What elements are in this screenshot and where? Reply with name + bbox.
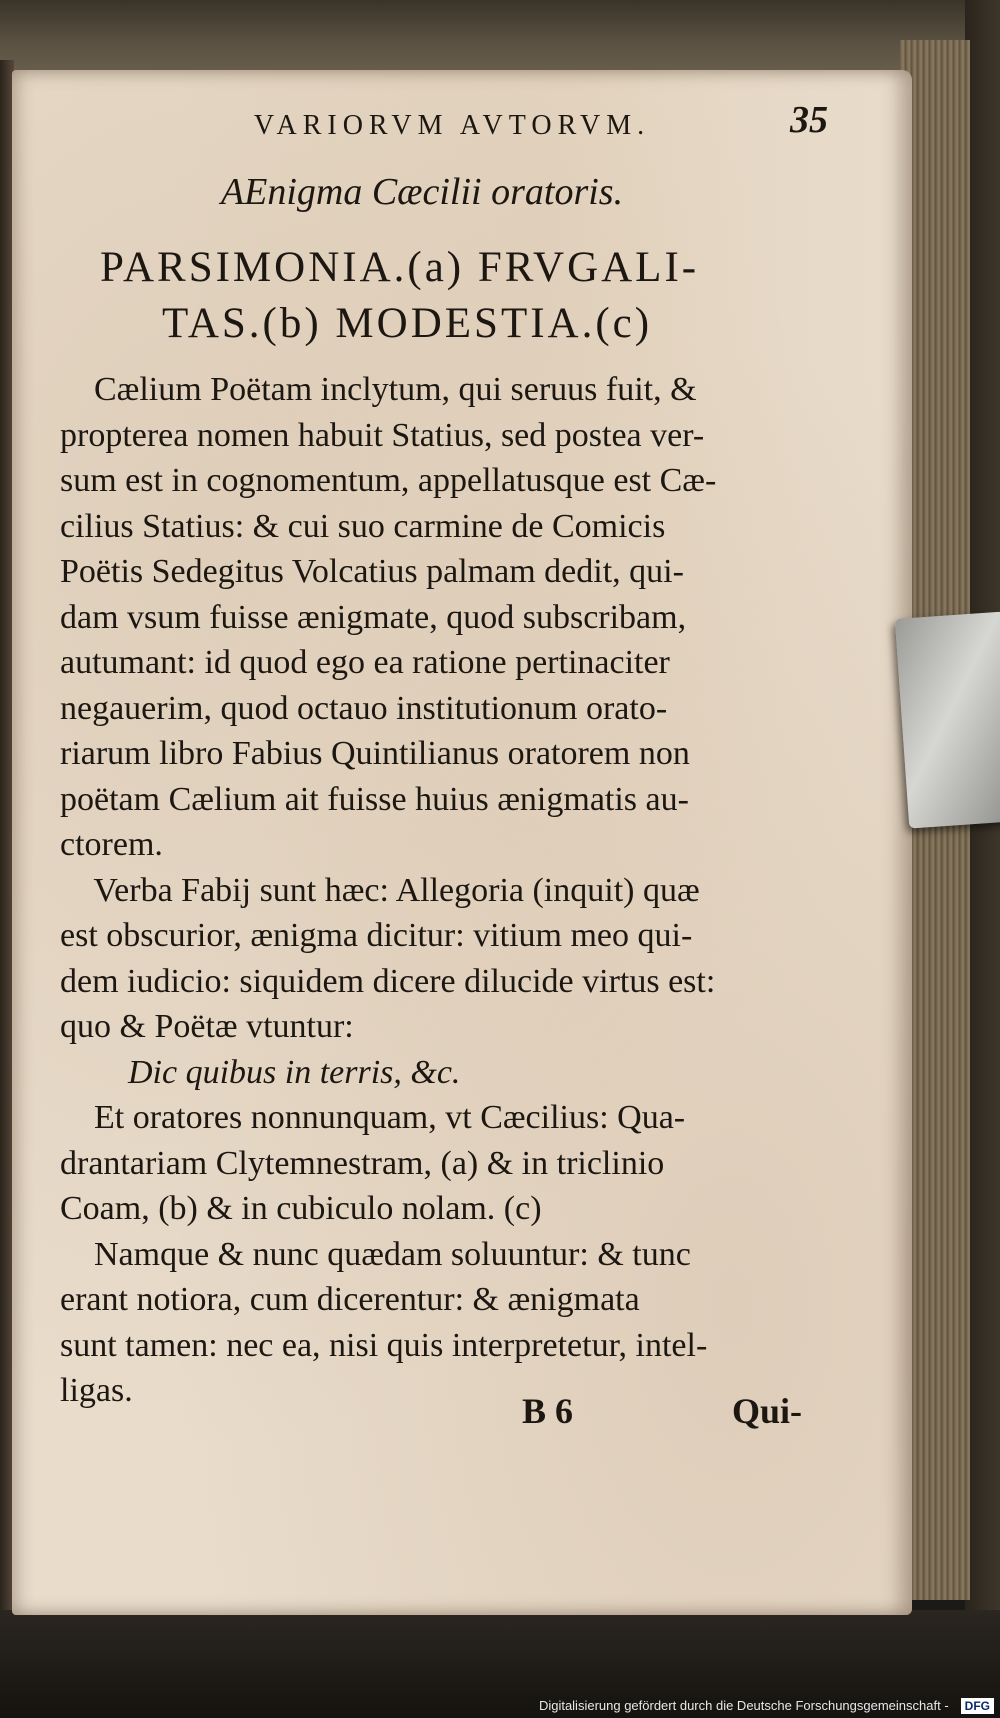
body-line: autumant: id quod ego ea ratione pertinaciter — [60, 644, 670, 681]
body-line: Et oratores nonnunquam, vt Cæcilius: Qua- — [60, 1099, 686, 1136]
body-line: est obscurior, ænigma dicitur: vitium meo qui- — [60, 917, 693, 954]
body-line: cilius Statius: & cui suo carmine de Comicis — [60, 507, 666, 545]
running-head: VARIORVM AVTORVM. — [253, 110, 651, 141]
page-number: 35 — [790, 99, 828, 141]
heading-line-2: TAS.(b) MODESTIA.(c) — [162, 300, 653, 347]
body-line: ctorem. — [60, 826, 163, 863]
book-spine — [965, 0, 1000, 1718]
catchword: Qui- — [732, 1391, 803, 1431]
body-line: Coam, (b) & in cubiculo nolam. (c) — [60, 1190, 542, 1227]
body-line: Verba Fabij sunt hæc: Allegoria (inquit) quæ — [60, 871, 700, 909]
book-top-edge — [0, 0, 1000, 78]
body-line: Dic quibus in terris, &c. — [60, 1053, 461, 1091]
book-page — [12, 70, 912, 1615]
body-line: Cælium Poëtam inclytum, qui seruus fuit, & — [60, 371, 697, 408]
signature-mark: B 6 — [522, 1391, 574, 1431]
body-line: quo & Poëtæ vtuntur: — [60, 1008, 354, 1045]
heading-line-1: PARSIMONIA.(a) FRVGALI- — [100, 244, 700, 291]
body-line: propterea nomen habuit Statius, sed postea ver- — [60, 416, 705, 454]
footer-text: Digitalisierung gefördert durch die Deutsche Forschungsgemeinschaft - — [538, 1698, 949, 1713]
body-line: riarum libro Fabius Quintilianus oratorem non — [60, 735, 690, 772]
subtitle: AEnigma Cæcilii oratoris. — [220, 171, 624, 213]
page-clip — [895, 611, 1000, 828]
body-line: sunt tamen: nec ea, nisi quis interpretetur, intel- — [60, 1326, 708, 1364]
body-line: drantariam Clytemnestram, (a) & in triclinio — [60, 1144, 665, 1182]
body-line: sum est in cognomentum, appellatusque est Cæ- — [60, 462, 717, 499]
body-line: erant notiora, cum dicerentur: & ænigmata — [60, 1281, 640, 1318]
body-line: ligas. — [60, 1372, 133, 1409]
dfg-logo: DFG — [961, 1698, 994, 1714]
body-line: dem iudicio: siquidem dicere dilucide virtus est: — [60, 962, 716, 1000]
body-line: negauerim, quod octauo institutionum orato- — [60, 689, 668, 727]
body-line: dam vsum fuisse ænigmate, quod subscribam, — [60, 598, 687, 636]
body-line: Poëtis Sedegitus Volcatius palmam dedit, qui- — [60, 553, 684, 590]
body-line: Namque & nunc quædam soluuntur: & tunc — [60, 1235, 691, 1273]
footer-credit — [0, 1694, 1000, 1718]
body-line: poëtam Cælium ait fuisse huius ænigmatis au- — [60, 780, 689, 818]
